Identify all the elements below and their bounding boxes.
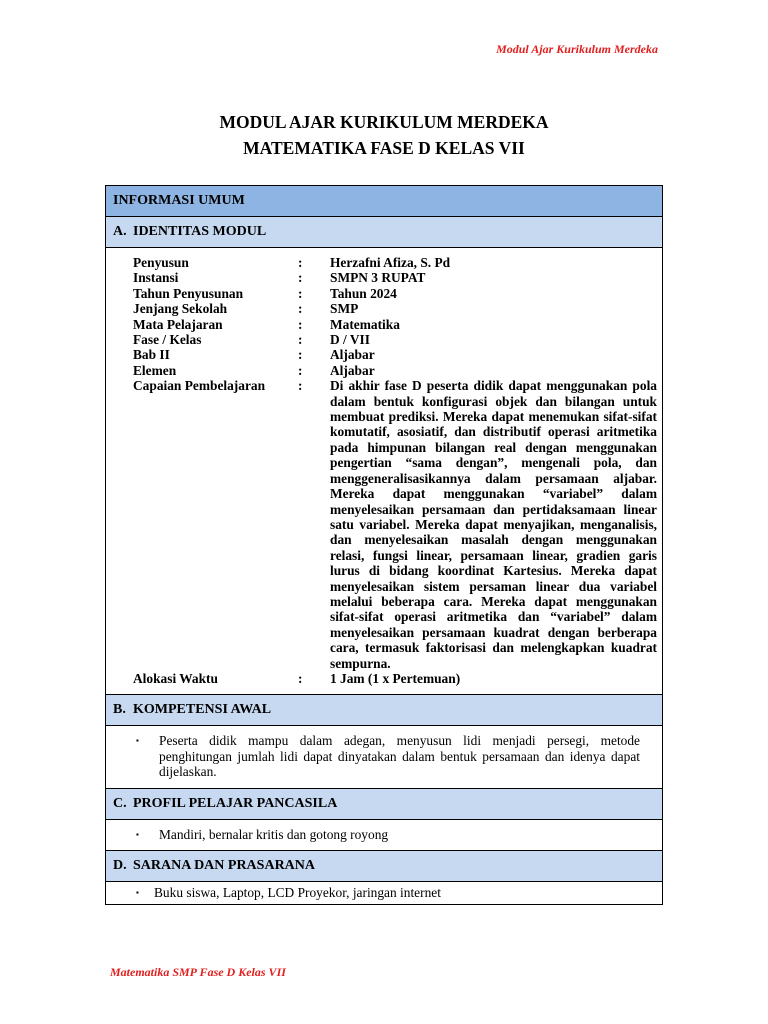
- identity-value: SMP: [330, 301, 359, 317]
- identity-colon: :: [298, 316, 303, 332]
- profil-pelajar-content: [106, 820, 662, 852]
- identity-value: 1 Jam (1 x Pertemuan): [330, 670, 461, 686]
- identity-value: Tahun 2024: [330, 285, 397, 301]
- identity-list: [106, 248, 662, 695]
- section-d-header: [106, 851, 662, 882]
- kompetensi-awal-content: [106, 726, 662, 789]
- info-umum-label: INFORMASI UMUM: [113, 193, 245, 208]
- identity-row: [133, 255, 657, 270]
- identity-label: Jenjang Sekolah: [133, 301, 228, 317]
- section-d-letter: D.: [113, 858, 127, 874]
- bullet-icon: ▪: [136, 888, 139, 898]
- identity-row: [133, 270, 657, 285]
- identity-label: Tahun Penyusunan: [133, 285, 244, 301]
- identity-colon: :: [298, 255, 303, 270]
- identity-colon: :: [298, 332, 303, 348]
- identity-colon: :: [298, 270, 303, 286]
- section-c-header: [106, 789, 662, 820]
- identity-value: SMPN 3 RUPAT: [330, 270, 426, 286]
- identity-label: Alokasi Waktu: [133, 670, 218, 686]
- sarana-content: [106, 882, 662, 904]
- list-item: [136, 882, 640, 901]
- identity-label: Mata Pelajaran: [133, 316, 223, 332]
- identity-label: Instansi: [133, 270, 179, 286]
- identity-row-capaian: [133, 378, 657, 671]
- footer-note: Matematika SMP Fase D Kelas VII: [110, 965, 286, 979]
- identity-label: Capaian Pembelajaran: [133, 378, 266, 394]
- section-c-letter: C.: [113, 795, 127, 811]
- info-umum-header: [106, 186, 662, 217]
- identity-colon: :: [298, 670, 303, 686]
- identity-colon: :: [298, 362, 303, 378]
- list-item: [136, 733, 640, 780]
- identity-label: Bab II: [133, 347, 170, 363]
- identity-label: Elemen: [133, 362, 177, 378]
- identity-value: Aljabar: [330, 347, 375, 363]
- sarana-text: Buku siswa, Laptop, LCD Proyekor, jaringan internet: [154, 885, 441, 901]
- identity-value: D / VII: [330, 332, 370, 348]
- identity-label: Fase / Kelas: [133, 332, 202, 348]
- identity-row: [133, 347, 657, 362]
- bullet-icon: ▪: [136, 736, 139, 746]
- identity-row: [133, 301, 657, 316]
- identity-colon: :: [298, 301, 303, 317]
- identity-row: [133, 332, 657, 347]
- profil-pelajar-text: Mandiri, bernalar kritis dan gotong royong: [159, 826, 389, 842]
- section-c-title: PROFIL PELAJAR PANCASILA: [133, 795, 338, 811]
- section-b-header: [106, 695, 662, 726]
- identity-colon: :: [298, 378, 303, 394]
- identity-value: Aljabar: [330, 362, 375, 378]
- identity-row: [133, 671, 657, 686]
- document-title: MODUL AJAR KURIKULUM MERDEKA: [219, 112, 549, 132]
- section-a-title: IDENTITAS MODUL: [133, 224, 267, 239]
- section-d-title: SARANA DAN PRASARANA: [133, 858, 316, 874]
- identity-colon: :: [298, 285, 303, 301]
- header-note: Modul Ajar Kurikulum Merdeka: [496, 42, 658, 56]
- bullet-icon: ▪: [136, 829, 139, 839]
- kompetensi-awal-text: Peserta didik mampu dalam adegan, menyusun lidi menjadi persegi, metode penghitungan jumlah lidi dapat dinyatakan dalam bentuk persamaan dan idenya dapat dijelaskan.: [159, 733, 640, 780]
- identity-value: Herzafni Afiza, S. Pd: [330, 255, 451, 270]
- identity-row: [133, 317, 657, 332]
- document-subtitle: MATEMATIKA FASE D KELAS VII: [243, 138, 525, 158]
- section-a-letter: A.: [113, 224, 127, 239]
- section-a-header: [106, 217, 662, 248]
- identity-colon: :: [298, 347, 303, 363]
- list-item: [136, 827, 640, 843]
- section-b-letter: B.: [113, 702, 126, 718]
- identity-row: [133, 286, 657, 301]
- identity-label: Penyusun: [133, 255, 189, 270]
- section-b-title: KOMPETENSI AWAL: [133, 702, 272, 718]
- identity-row: [133, 363, 657, 378]
- capaian-pembelajaran-text: Di akhir fase D peserta didik dapat menggunakan pola dalam bentuk konfigurasi objek dan bilangan untuk membuat prediksi. Mereka dapat menemukan sifat-sifat komutatif, asosiatif, dan distributif operasi aritmetika pada himpunan bilangan real dengan menggunakan pengertian “sama dengan”, mengenali pola, dan menggeneralisasikannya dalam persamaan aljabar. Mereka dapat menggunakan “variabel” dalam menyelesaikan persamaan dan pertidaksamaan linear satu variabel. Mereka dapat menyajikan, menganalisis, dan menyelesaikan masalah dengan menggunakan relasi, fungsi linear, persamaan linear, gradien garis lurus di bidang koordinat Kartesius. Mereka dapat menyelesaikan sistem persaman linear dua variabel melalui beberapa cara. Mereka dapat menggunakan sifat-sifat operasi aritmetika dan “variabel” dalam menyelesaikan persamaan kuadrat dengan berberapa cara, termasuk faktorisasi dan melengkapkan kuadrat sempurna.: [330, 378, 657, 671]
- identity-value: Matematika: [330, 316, 400, 332]
- module-info-table: [105, 185, 663, 905]
